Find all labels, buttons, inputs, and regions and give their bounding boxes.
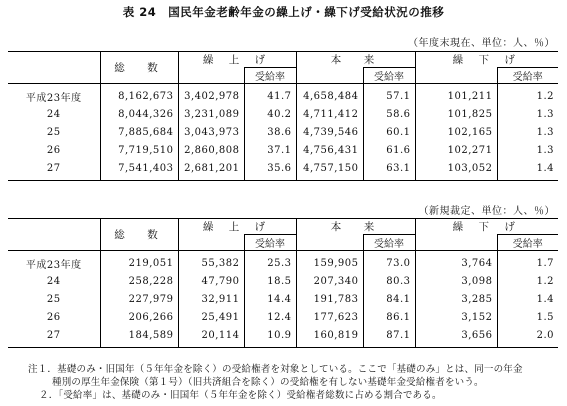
deferred-rate-cell: 1.3 [497, 141, 558, 159]
standard-rate-cell: 86.1 [363, 308, 415, 326]
deferred-count-cell: 3,098 [415, 272, 497, 290]
deferred-count-cell: 3,764 [415, 251, 497, 273]
footnotes [28, 363, 558, 402]
standard-rate-cell: 61.6 [363, 141, 415, 159]
header-standard: 本 来 [296, 52, 415, 68]
total-cell: 227,979 [100, 290, 178, 308]
year-cell: 26 [46, 311, 61, 323]
header-standard-blank [296, 235, 363, 251]
early-count-cell: 2,860,808 [178, 141, 244, 159]
table-row [8, 308, 558, 326]
table-new-awards [8, 218, 558, 348]
standard-count-cell: 177,623 [296, 308, 363, 326]
table-row [8, 326, 558, 348]
early-count-cell: 47,790 [178, 272, 244, 290]
total-cell: 206,266 [100, 308, 178, 326]
header-standard-blank [296, 68, 363, 84]
standard-count-cell: 191,783 [296, 290, 363, 308]
early-rate-cell: 40.2 [244, 105, 296, 123]
early-rate-cell: 37.1 [244, 141, 296, 159]
year-cell: 平成23年度 [8, 251, 100, 273]
year-cell: 25 [46, 126, 61, 138]
early-rate-cell: 25.3 [244, 251, 296, 273]
header-early: 繰 上 げ [178, 219, 296, 235]
total-cell: 184,589 [100, 326, 178, 348]
standard-count-cell: 4,756,431 [296, 141, 363, 159]
footnote-1: 注１．基礎のみ・旧国年（５年年金を除く）の受給権者を対象としている。ここで「基礎のみ」とは、同一の年金 [28, 364, 523, 375]
header-total: 総 数 [100, 219, 178, 251]
deferred-count-cell: 102,165 [415, 123, 497, 141]
early-count-cell: 20,114 [178, 326, 244, 348]
deferred-count-cell: 3,285 [415, 290, 497, 308]
table1-unit-note: （年度末現在、単位：人、％） [408, 38, 555, 49]
deferred-count-cell: 3,656 [415, 326, 497, 348]
year-cell: 24 [46, 275, 61, 287]
early-count-cell: 55,382 [178, 251, 244, 273]
standard-rate-cell: 57.1 [363, 84, 415, 106]
early-rate-cell: 18.5 [244, 272, 296, 290]
standard-rate-cell: 87.1 [363, 326, 415, 348]
year-cell: 25 [46, 293, 61, 305]
deferred-count-cell: 102,271 [415, 141, 497, 159]
deferred-count-cell: 101,825 [415, 105, 497, 123]
early-rate-cell: 10.9 [244, 326, 296, 348]
deferred-rate-cell: 1.2 [497, 272, 558, 290]
standard-rate-cell: 60.1 [363, 123, 415, 141]
header-total: 総 数 [100, 52, 178, 84]
header-deferred: 繰 下 げ [415, 52, 558, 68]
standard-rate-cell: 84.1 [363, 290, 415, 308]
total-cell: 7,719,510 [100, 141, 178, 159]
early-rate-cell: 35.6 [244, 159, 296, 181]
early-count-cell: 3,231,089 [178, 105, 244, 123]
year-cell: 27 [8, 326, 100, 348]
header-blank [8, 219, 100, 251]
header-early-rate: 受給率 [244, 235, 296, 251]
header-deferred-rate: 受給率 [497, 68, 558, 84]
total-cell: 7,541,403 [100, 159, 178, 181]
deferred-rate-cell: 1.3 [497, 123, 558, 141]
standard-count-cell: 159,905 [296, 251, 363, 273]
standard-rate-cell: 58.6 [363, 105, 415, 123]
standard-count-cell: 4,757,150 [296, 159, 363, 181]
early-count-cell: 2,681,201 [178, 159, 244, 181]
year-cell: 26 [46, 144, 61, 156]
total-cell: 7,885,684 [100, 123, 178, 141]
document-title: 表 24 国民年金老齢年金の繰上げ・繰下げ受給状況の推移 [122, 5, 445, 19]
total-cell: 219,051 [100, 251, 178, 273]
header-early-rate: 受給率 [244, 68, 296, 84]
table-row [8, 84, 558, 106]
standard-count-cell: 4,658,484 [296, 84, 363, 106]
total-cell: 258,228 [100, 272, 178, 290]
table2-unit-note: （新規裁定、単位：人、％） [418, 206, 555, 217]
deferred-rate-cell: 2.0 [497, 326, 558, 348]
table-row [8, 159, 558, 181]
early-rate-cell: 14.4 [244, 290, 296, 308]
header-deferred-rate: 受給率 [497, 235, 558, 251]
early-count-cell: 25,491 [178, 308, 244, 326]
early-count-cell: 3,402,978 [178, 84, 244, 106]
header-early-blank [178, 68, 244, 84]
table-row [8, 141, 558, 159]
early-count-cell: 3,043,973 [178, 123, 244, 141]
deferred-count-cell: 3,152 [415, 308, 497, 326]
year-cell: 24 [46, 108, 61, 120]
deferred-rate-cell: 1.7 [497, 251, 558, 273]
header-standard: 本 来 [296, 219, 415, 235]
deferred-rate-cell: 1.5 [497, 308, 558, 326]
footnote-1-continued: 種別の厚生年金保険（第１号）（旧共済組合を除く）の受給権を有しない基礎年金受給権者をいう。 [52, 377, 484, 388]
table-current-recipients [8, 51, 558, 181]
deferred-rate-cell: 1.4 [497, 159, 558, 181]
total-cell: 8,044,326 [100, 105, 178, 123]
early-rate-cell: 38.6 [244, 123, 296, 141]
deferred-count-cell: 101,211 [415, 84, 497, 106]
deferred-rate-cell: 1.3 [497, 105, 558, 123]
year-cell: 平成23年度 [8, 84, 100, 106]
standard-count-cell: 160,819 [296, 326, 363, 348]
table-row [8, 290, 558, 308]
standard-count-cell: 4,711,412 [296, 105, 363, 123]
total-cell: 8,162,673 [100, 84, 178, 106]
deferred-count-cell: 103,052 [415, 159, 497, 181]
year-cell: 27 [8, 159, 100, 181]
header-deferred: 繰 下 げ [415, 219, 558, 235]
header-blank [8, 52, 100, 84]
standard-count-cell: 207,340 [296, 272, 363, 290]
standard-count-cell: 4,739,546 [296, 123, 363, 141]
table-row [8, 123, 558, 141]
header-early-blank [178, 235, 244, 251]
early-rate-cell: 12.4 [244, 308, 296, 326]
header-early: 繰 上 げ [178, 52, 296, 68]
standard-rate-cell: 80.3 [363, 272, 415, 290]
deferred-rate-cell: 1.4 [497, 290, 558, 308]
table-row [8, 105, 558, 123]
header-standard-rate: 受給率 [363, 235, 415, 251]
deferred-rate-cell: 1.2 [497, 84, 558, 106]
header-standard-rate: 受給率 [363, 68, 415, 84]
early-count-cell: 32,911 [178, 290, 244, 308]
table-row [8, 272, 558, 290]
standard-rate-cell: 73.0 [363, 251, 415, 273]
table-row [8, 251, 558, 273]
header-deferred-blank [415, 68, 497, 84]
header-deferred-blank [415, 235, 497, 251]
early-rate-cell: 41.7 [244, 84, 296, 106]
standard-rate-cell: 63.1 [363, 159, 415, 181]
footnote-2: ２．「受給率」は、基礎のみ・旧国年（５年年金を除く）受給権者総数に占める割合である。 [39, 390, 442, 401]
